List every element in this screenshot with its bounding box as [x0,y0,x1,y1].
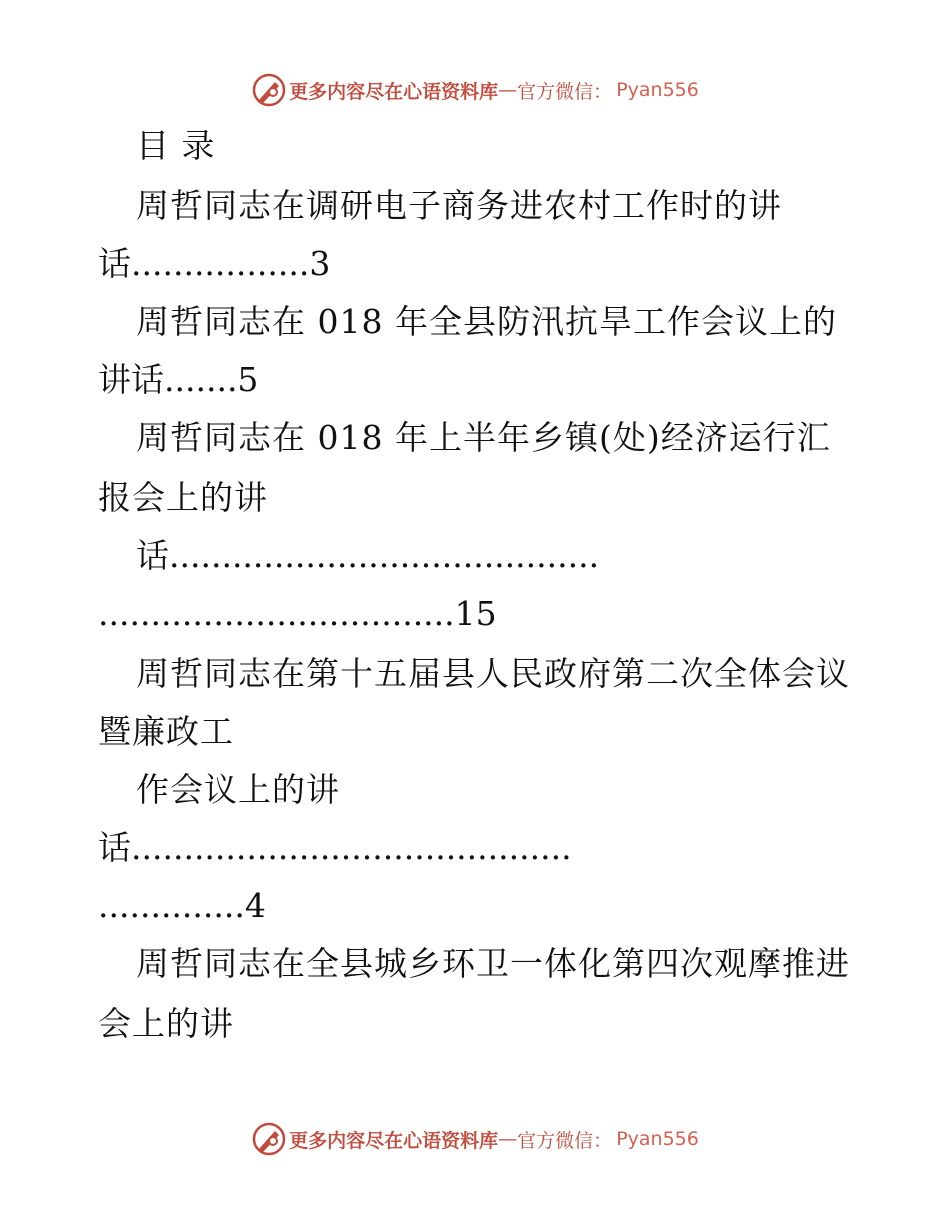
toc-line: ..................................15 [98,594,497,633]
toc-line: ..............4 [98,886,266,925]
toc-line: 话.................3 [98,244,331,283]
toc-line: 周哲同志在 018 年上半年乡镇(处)经济运行汇 [136,418,831,457]
watermark-separator: — [498,1128,518,1150]
watermark-wechat-label: 官方微信： [517,80,613,103]
toc-line: 话.......................................... [98,828,572,867]
watermark-wechat-label: 官方微信： [517,1129,613,1152]
watermark-header [0,70,950,110]
watermark-text: 更多内容尽在心语资料库 [289,1129,499,1152]
watermark-footer [0,1119,950,1159]
toc-heading: 目 录 [136,126,216,165]
watermark-text: 更多内容尽在心语资料库 [289,80,499,103]
toc-line: 周哲同志在全县城乡环卫一体化第四次观摩推进 [136,944,850,983]
toc-line: 周哲同志在调研电子商务进农村工作时的讲 [136,186,782,225]
pen-logo-icon [251,1121,287,1157]
toc-line: 周哲同志在 018 年全县防汛抗旱工作会议上的 [136,302,837,341]
toc-line: 报会上的讲 [98,478,268,517]
toc-line: 话......................................... [136,536,600,575]
toc-line: 周哲同志在第十五届县人民政府第二次全体会议 [136,654,850,693]
toc-line: 讲话.......5 [98,360,259,399]
pen-logo-icon [251,72,287,108]
watermark-wechat-id: Pyan556 [616,79,699,101]
toc-line: 会上的讲 [98,1004,234,1043]
watermark-wechat-id: Pyan556 [616,1128,699,1150]
toc-line: 作会议上的讲 [136,770,340,809]
toc-line: 暨廉政工 [98,712,234,751]
watermark-separator: — [498,79,518,101]
